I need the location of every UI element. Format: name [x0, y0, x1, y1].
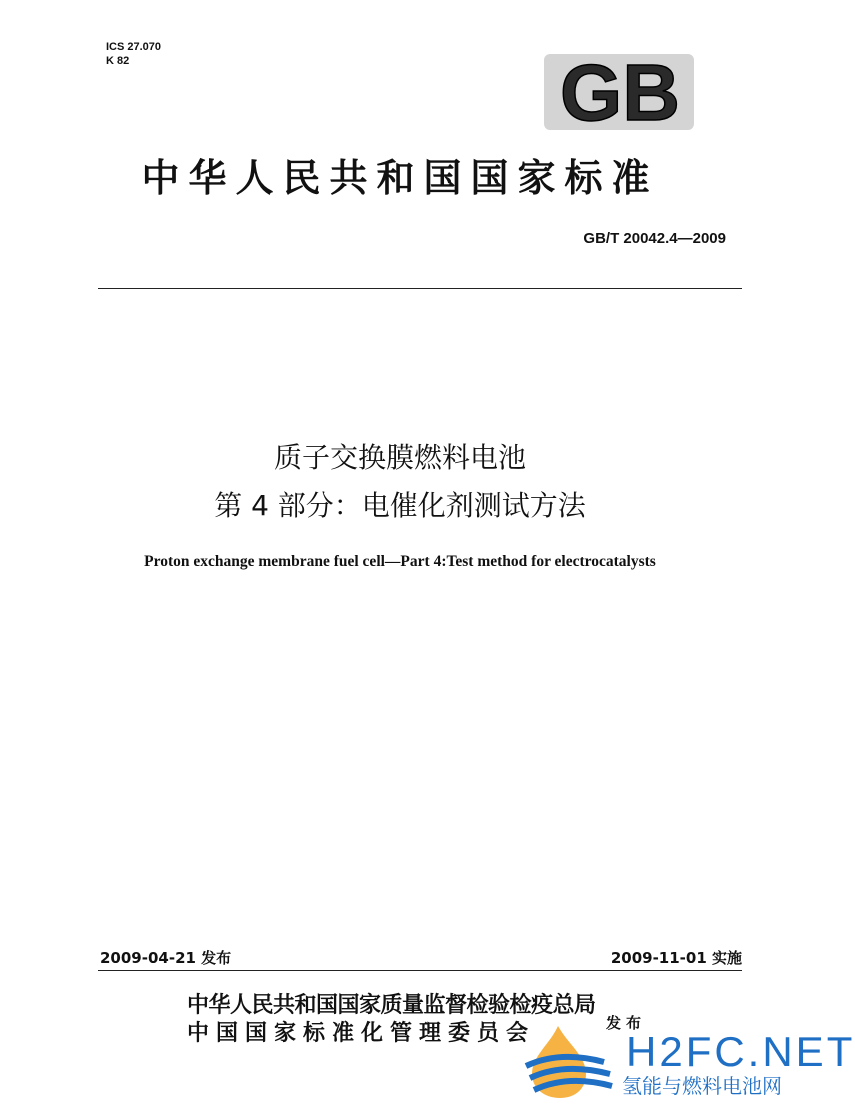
title-line-2: 第 4 部分：电催化剂测试方法 — [214, 489, 586, 522]
gb-logo-text: GB — [560, 48, 680, 137]
gb-logo-icon — [542, 48, 698, 137]
standard-number: GB/T 20042.4—2009 — [583, 230, 726, 247]
watermark-tagline: 氢能与燃料电池网 — [622, 1074, 782, 1098]
ics-code: ICS 27.070 — [106, 41, 162, 53]
title-line-1: 质子交换膜燃料电池 — [273, 441, 526, 474]
title-english: Proton exchange membrane fuel cell—Part 4:Test method for electrocatalysts — [144, 553, 656, 570]
publish-label: 发布 — [606, 1014, 647, 1032]
header-divider — [98, 288, 742, 289]
implementation-date: 2009-11-01 实施 — [610, 949, 742, 967]
issuer-sac: 中国国家标准化管理委员会 — [187, 1021, 536, 1046]
issue-date: 2009-04-21 发布 — [100, 949, 232, 967]
watermark-site: H2FC.NET — [626, 1028, 855, 1075]
national-standard-heading: 中华人民共和国国家标准 — [141, 155, 659, 200]
watermark-drop-icon — [520, 1020, 620, 1100]
classification-codes — [106, 40, 161, 68]
issuer-aqsiq: 中华人民共和国国家质量监督检验检疫总局 — [187, 993, 596, 1018]
footer-divider — [98, 970, 742, 971]
ccs-code: K 82 — [106, 55, 130, 67]
